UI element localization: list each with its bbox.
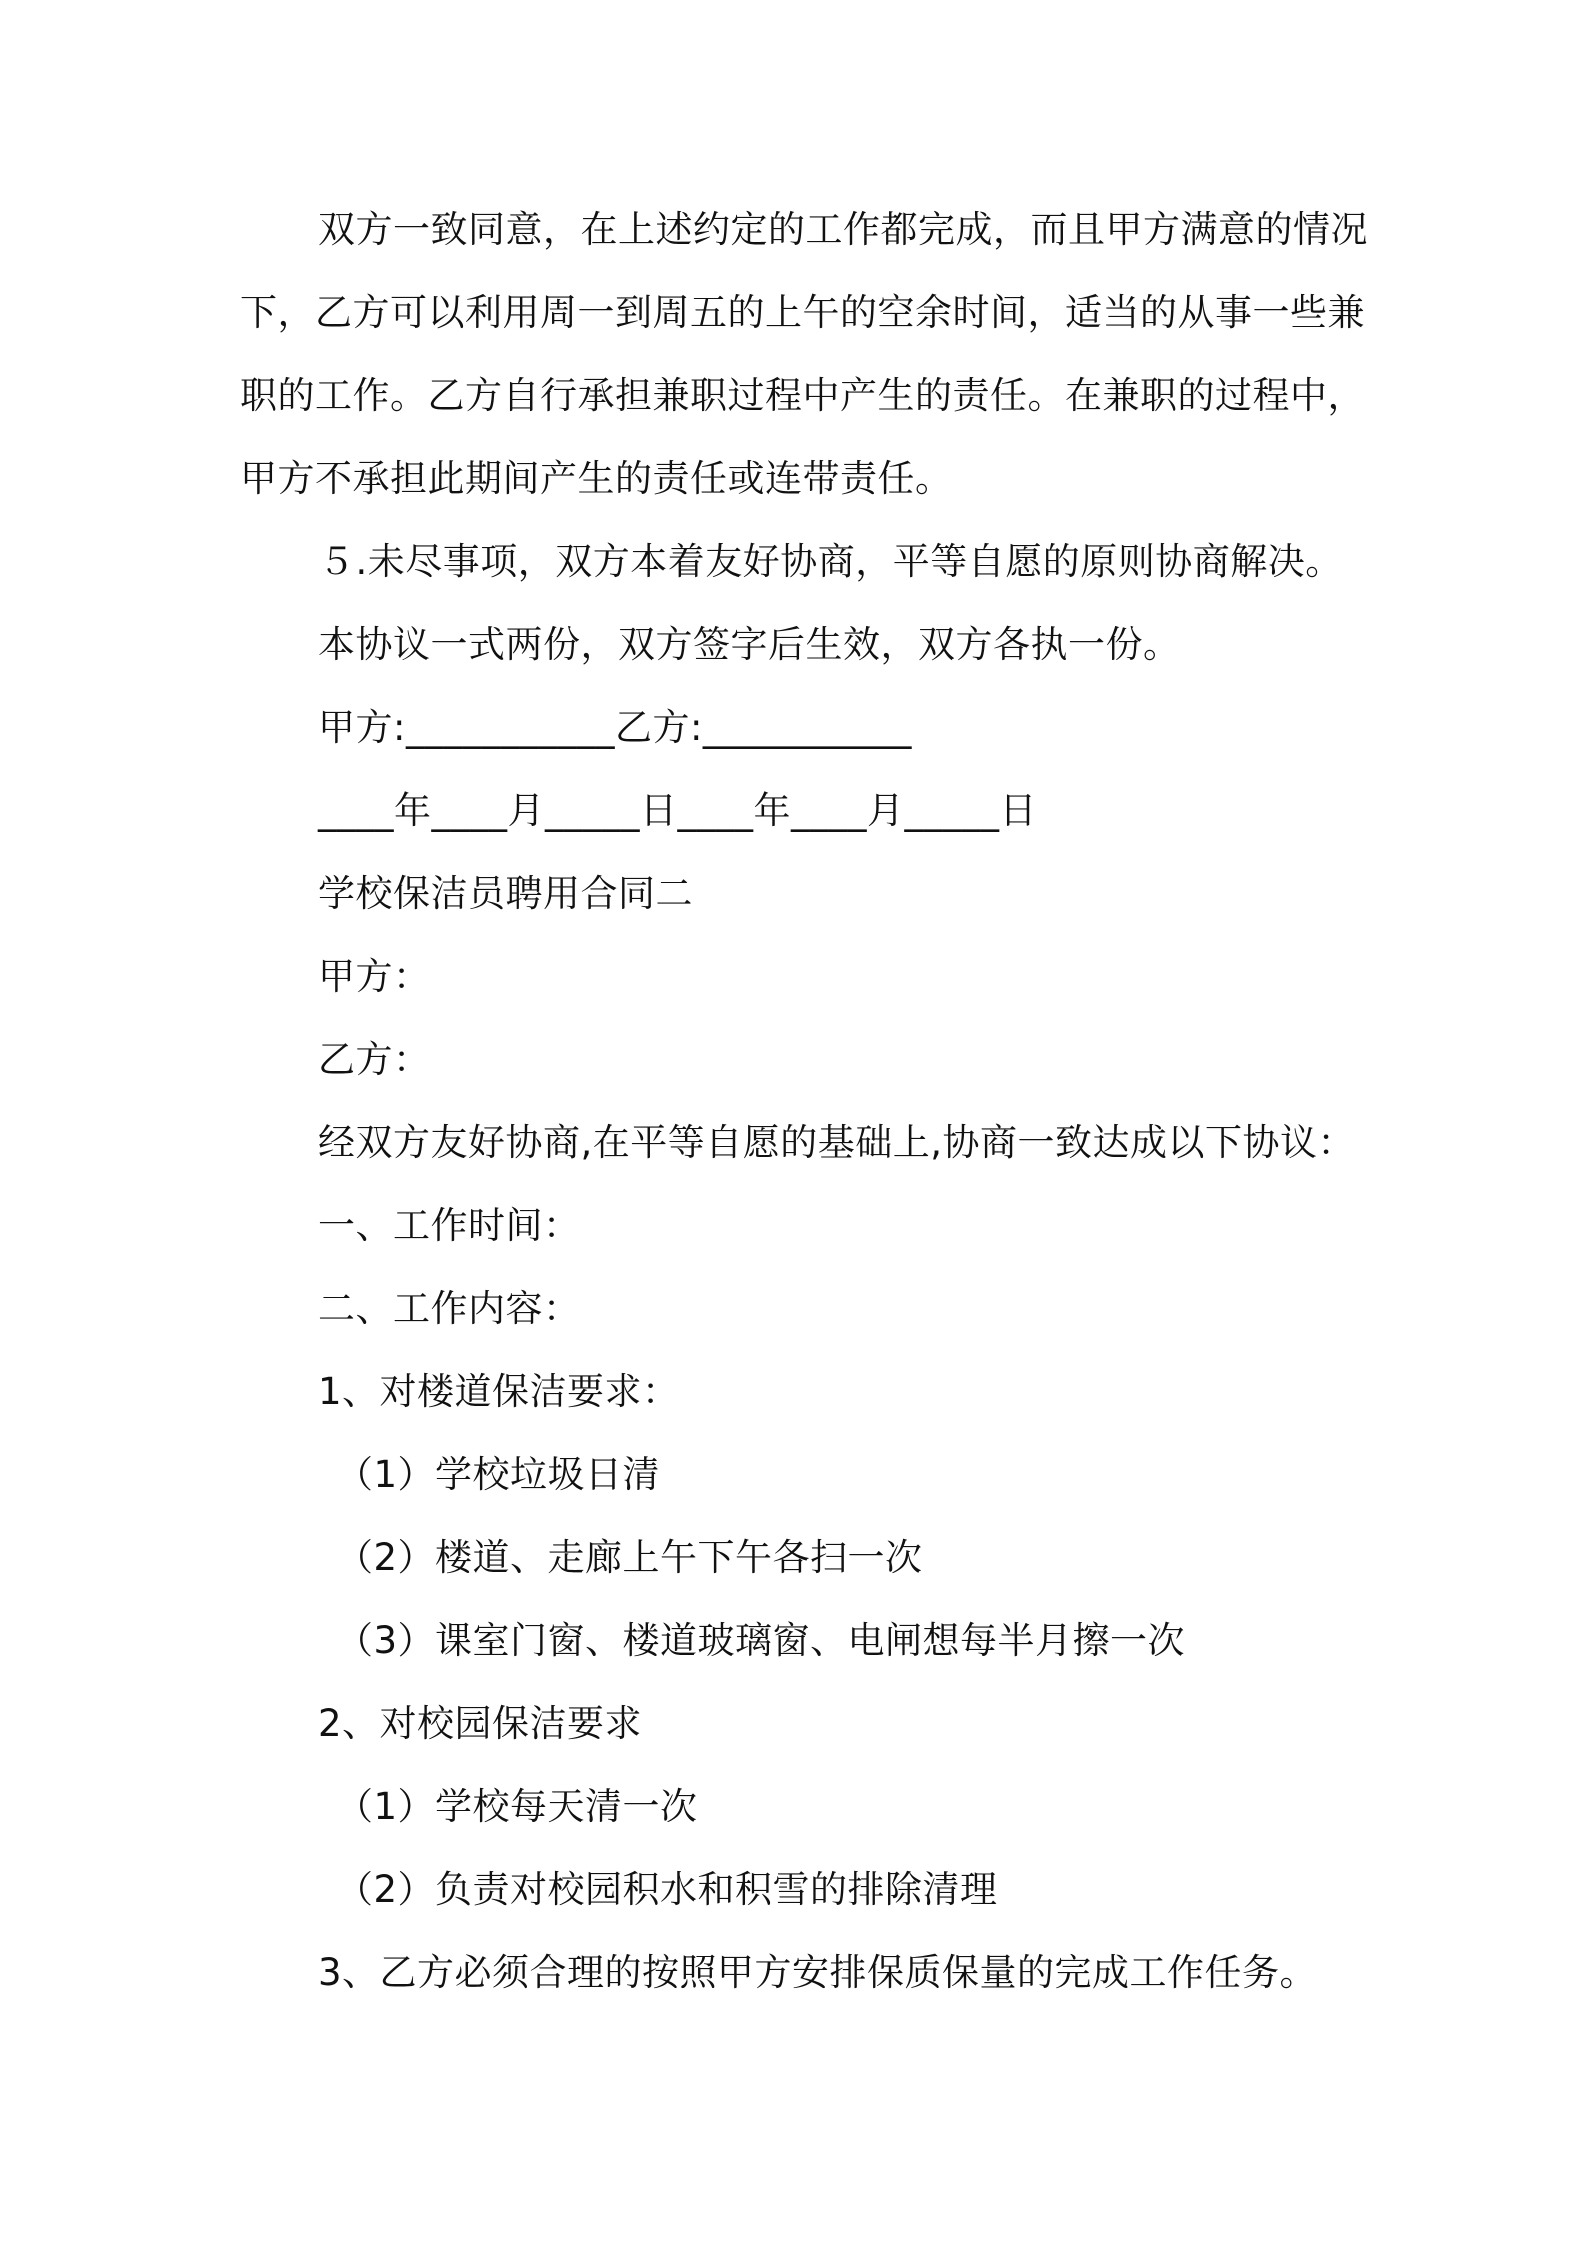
paragraph-line: 职的工作。乙方自行承担兼职过程中产生的责任。在兼职的过程中， — [240, 374, 1365, 417]
item-campus-cleaning: 2、对校园保洁要求 — [318, 1702, 643, 1745]
item-task-completion: 3、乙方必须合理的按照甲方安排保质保量的完成工作任务。 — [318, 1951, 1318, 1994]
sub-item: （1）学校垃圾日清 — [336, 1453, 661, 1496]
contract-title: 学校保洁员聘用合同二 — [318, 872, 693, 915]
party-b-label: 乙方： — [318, 1038, 431, 1081]
section-work-time: 一、工作时间： — [318, 1204, 581, 1247]
sub-item: （2）楼道、走廊上午下午各扫一次 — [336, 1536, 923, 1579]
section-work-content: 二、工作内容： — [318, 1287, 581, 1330]
party-a-label: 甲方： — [318, 955, 431, 998]
paragraph-line: 下，乙方可以利用周一到周五的上午的空余时间，适当的从事一些兼 — [240, 291, 1365, 334]
sub-item: （3）课室门窗、楼道玻璃窗、电闸想每半月擦一次 — [336, 1619, 1186, 1662]
item-corridor-cleaning: 1、对楼道保洁要求： — [318, 1370, 680, 1413]
copies-clause: 本协议一式两份，双方签字后生效，双方各执一份。 — [318, 623, 1181, 666]
clause-5: ５.未尽事项，双方本着友好协商，平等自愿的原则协商解决。 — [318, 540, 1343, 583]
sub-item: （1）学校每天清一次 — [336, 1785, 698, 1828]
agreement-intro: 经双方友好协商,在平等自愿的基础上,协商一致达成以下协议： — [318, 1121, 1356, 1164]
date-line: ____年____月_____日____年____月_____日 — [318, 789, 1037, 832]
paragraph-line: 双方一致同意，在上述约定的工作都完成，而且甲方满意的情况 — [318, 208, 1368, 251]
sub-item: （2）负责对校园积水和积雪的排除清理 — [336, 1868, 998, 1911]
paragraph-line: 甲方不承担此期间产生的责任或连带责任。 — [240, 457, 953, 500]
signature-line: 甲方:___________乙方:___________ — [318, 706, 912, 749]
